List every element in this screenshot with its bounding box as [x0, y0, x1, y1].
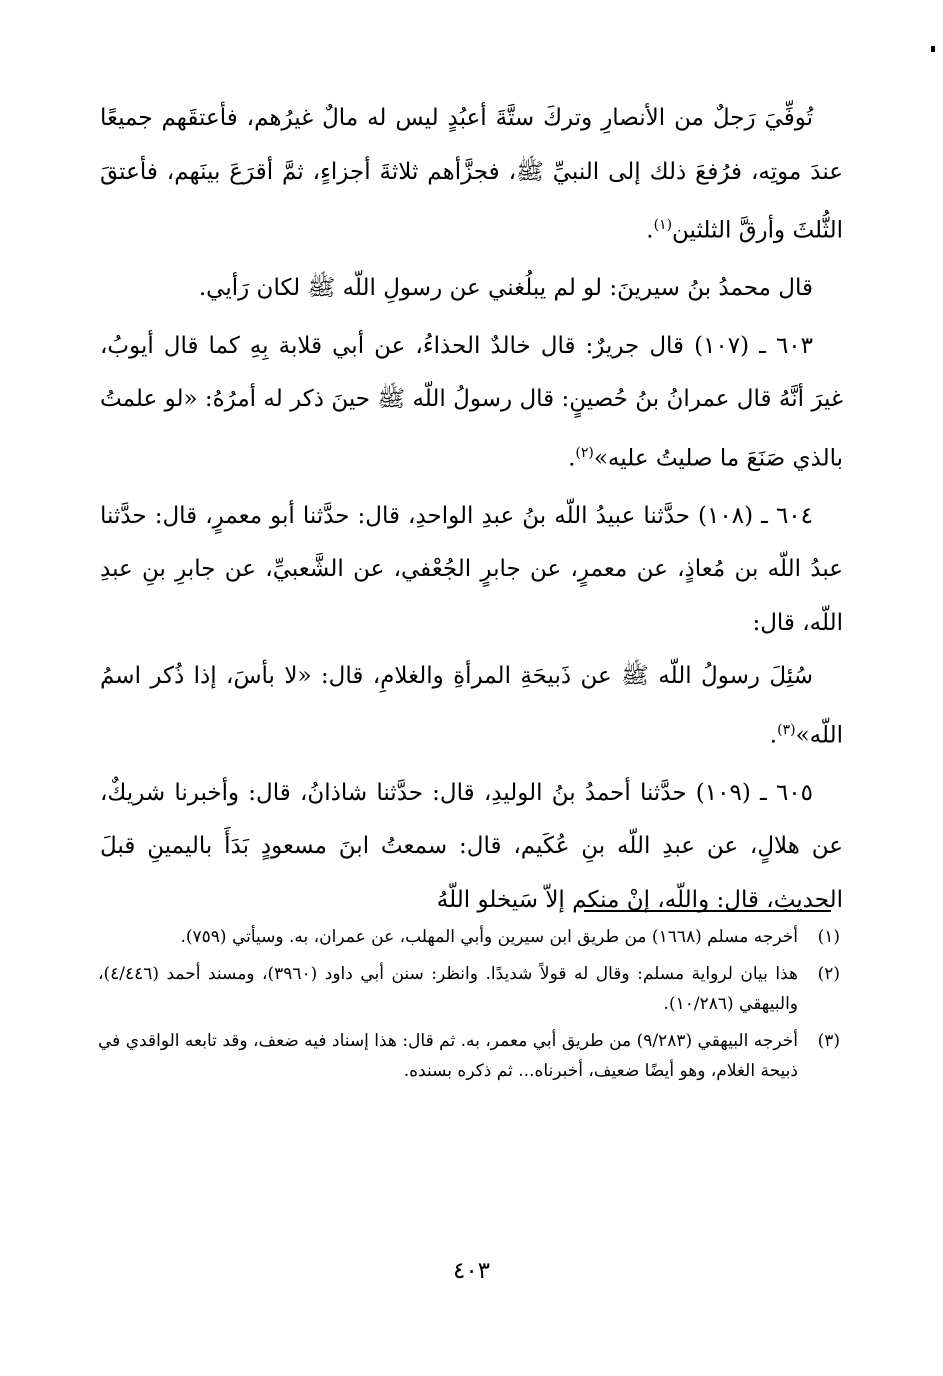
footnote-number: (١)	[817, 927, 840, 947]
footnote-item	[98, 959, 840, 1020]
main-text	[100, 92, 843, 927]
footnote-text: أخرجه مسلم (١٦٦٨) من طريق ابن سيرين وأبي المهلب، عن عمران، به. وسيأتي (٧٥٩).	[180, 927, 798, 947]
footnote-text: هذا بيان لرواية مسلم: وقال له قولاً شديدًا. وانظر: سنن أبي داود (٣٩٦٠)، ومسند أحمد (٤/٤٤٦)، والبيهقي (١٠/٢٨٦).	[98, 963, 798, 1014]
footnote-divider	[584, 910, 831, 912]
paragraph-text: تُوفِّيَ رَجلٌ من الأنصارِ وتركَ ستَّةَ أعبُدٍ ليس له مالٌ غيرُهم، فأعتقَهم جميعًا عندَ موتِه، فرُفعَ ذلك إلى النبيِّ ﷺ، فجزَّأهم ثلاثةَ أجزاءٍ، ثمَّ أقرَعَ بينَهم، فأعتقَ الثُّلثَ وأرقَّ الثلثين	[100, 105, 843, 244]
paragraph-end: .	[646, 217, 654, 244]
paragraph-ibn-sirin: قال محمدُ بنُ سيرينَ: لو لم يبلُغني عن رسولِ اللّه ﷺ لكان رَأيي.	[198, 275, 813, 302]
paragraph-hadith-603	[100, 320, 843, 486]
paragraph-hadith-604-text	[100, 650, 843, 763]
paragraph-hadith-605: ٦٠٥ ـ (١٠٩) حدَّثنا أحمدُ بنُ الوليدِ، قال: حدَّثنا شاذانُ، قال: وأخبرنا شريكٌ، عن هلالٍ، عن عبدِ اللّه بنِ عُكَيم، قال: سمعتُ ابنَ مسعودٍ بَدَأَ باليمينِ قبلَ الحديثِ، قال: واللّه، إنْ منكم إلاّ سَيخلو اللّهُ	[100, 779, 843, 913]
paragraph-end: .	[568, 445, 576, 472]
paragraph-hadith-602-text	[100, 92, 843, 258]
footnote-ref: (٢)	[575, 444, 594, 461]
page-number: ٤٠٣	[452, 1258, 491, 1284]
paragraph-text: ٦٠٣ ـ (١٠٧) قال جريرٌ: قال خالدٌ الحذاءُ، عن أبي قلابة بِهِ كما قال أيوبُ، غيرَ أنَّهُ قال عمرانُ بنُ حُصينٍ: قال رسولُ اللّه ﷺ حينَ ذكر له أمرُهُ: «لو علمتُ بالذي صَنَعَ ما صليتُ عليه»	[100, 332, 843, 472]
footnote-ref: (١)	[653, 217, 673, 233]
footnotes	[98, 922, 840, 1093]
footnote-item	[98, 1026, 840, 1087]
paragraph-hadith-604: ٦٠٤ ـ (١٠٨) حدَّثنا عبيدُ اللّه بنُ عبدِ الواحدِ، قال: حدَّثنا أبو معمرٍ، قال: حدَّثنا عبدُ اللّه بن مُعاذٍ، عن معمرٍ، عن جابرٍ الجُعْفي، عن الشَّعبيِّ، عن جابرِ بنِ عبدِ اللّه، قال:	[100, 502, 843, 636]
footnote-number: (٢)	[817, 963, 840, 984]
paragraph-text: سُئِلَ رسولُ اللّه ﷺ عن ذَبيحَةِ المرأةِ والغلامِ، قال: «لا بأسَ، إذا ذُكر اسمُ اللّه»	[100, 663, 843, 749]
paragraph-end: .	[769, 722, 778, 749]
footnote-item	[98, 922, 840, 953]
footnote-text: أخرجه البيهقي (٩/٢٨٣) من طريق أبي معمر، به. ثم قال: هذا إسناد فيه ضعف، وقد تابعه الواقدي في ذبيحة الغلام، وهو أيضًا ضعيف، أخبرناه... ثم ذكره بسنده.	[98, 1030, 798, 1081]
footnote-number: (٣)	[817, 1030, 840, 1051]
edge-mark	[931, 46, 935, 52]
footnote-ref: (٣)	[777, 721, 796, 738]
